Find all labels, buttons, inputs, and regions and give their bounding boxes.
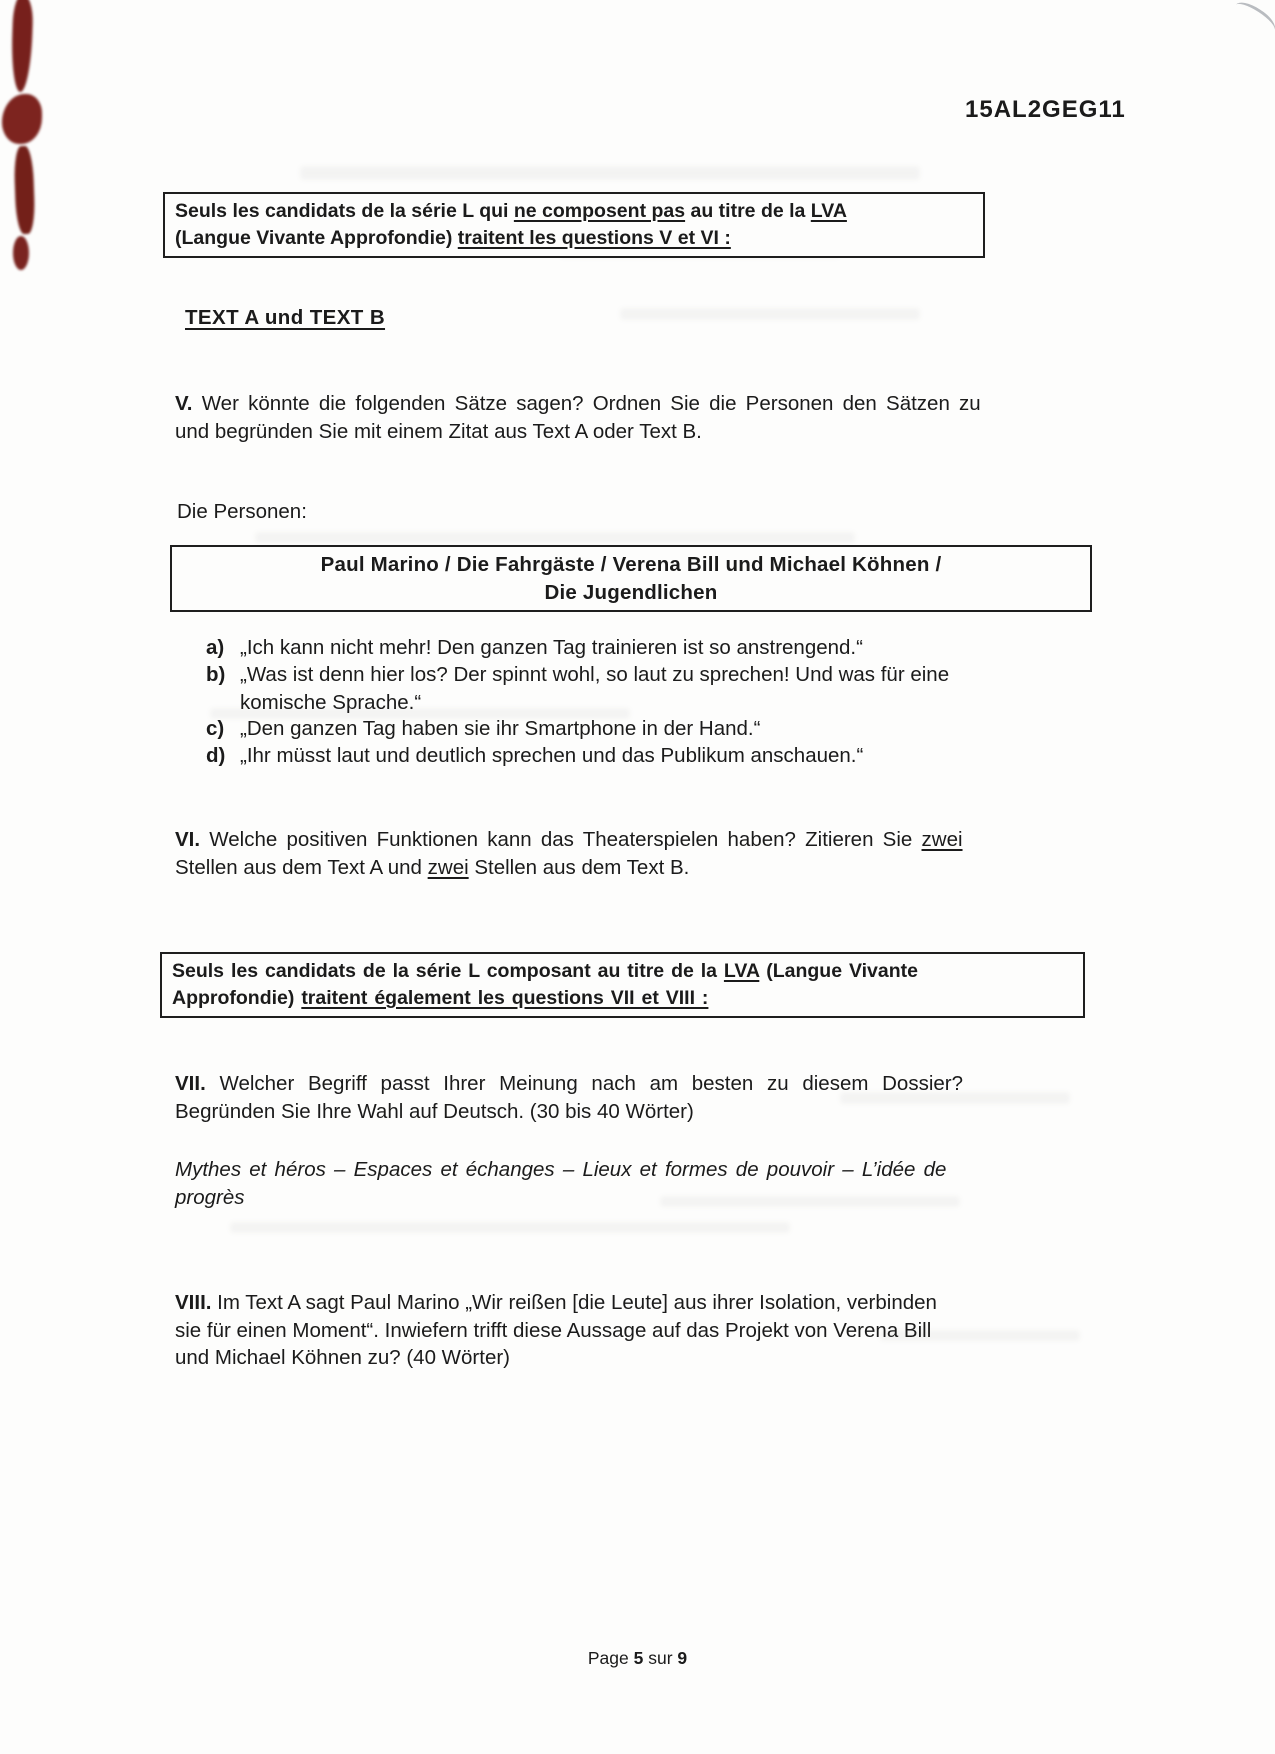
notice1-line1-pre: Seuls les candidats de la série L qui (175, 200, 514, 222)
notice-line-2 (175, 225, 973, 252)
notice2-line1-pre: Seuls les candidats de la série L composant au titre de la (172, 960, 724, 982)
page-footer (0, 1648, 1275, 1669)
footer-page-number: 5 (633, 1648, 644, 1668)
notice1-line1-underlined-lva: LVA (810, 200, 847, 222)
question-v-number: V. (175, 392, 193, 415)
question-vi-line1 (175, 828, 963, 851)
personen-box-line1: Paul Marino / Die Fahrgäste / Verena Bill und Michael Köhnen / (320, 553, 942, 576)
question-vi-number: VI. (175, 828, 201, 851)
notice1-line2-underlined: traitent les questions V et VI : (457, 227, 731, 249)
notice2-line-2 (172, 985, 1073, 1012)
question-viii (175, 1289, 1077, 1372)
question-vi-line2-pre: Stellen aus dem Text A und (175, 855, 428, 879)
question-vii (175, 1070, 1077, 1125)
red-scan-mark (13, 236, 29, 270)
notice2-line1-post: (Langue Vivante (759, 960, 918, 982)
statement-b-line2: komische Sprache.“ (240, 690, 422, 714)
red-scan-mark (13, 146, 35, 235)
statement-c-text: „Den ganzen Tag haben sie ihr Smartphone in der Hand.“ (240, 717, 761, 740)
notice1-line1-mid: au titre de la (685, 200, 811, 222)
statement-b-line1: „Was ist denn hier los? Der spinnt wohl, so laut zu sprechen! Und was für eine (240, 663, 950, 686)
notice-line-1 (175, 198, 973, 225)
question-vi-pre: Welche positiven Funktionen kann das Theaterspielen haben? Zitieren Sie (209, 828, 922, 851)
footer-total-pages: 9 (677, 1648, 688, 1668)
question-vi-post: Stellen aus dem Text B. (468, 855, 690, 879)
statement-d (206, 742, 1091, 770)
footer-separator: sur (648, 1648, 673, 1668)
section-heading-text-a-b: TEXT A und TEXT B (185, 306, 386, 329)
die-personen-label: Die Personen: (177, 500, 307, 523)
question-viii-line1-text: Im Text A sagt Paul Marino „Wir reißen [die Leute] aus ihrer Isolation, verbinden (217, 1291, 937, 1314)
themes-line2: progrès (175, 1185, 245, 1209)
question-vii-line1-text: Welcher Begriff passt Ihrer Meinung nach am besten zu diesem Dossier? (219, 1072, 964, 1095)
notice1-line1-underlined-ne-composent-pas: ne composent pas (513, 200, 686, 222)
notice2-line2-pre: Approfondie) (172, 987, 302, 1009)
statement-d-letter: d) (206, 744, 226, 767)
notice2-line-1 (172, 958, 1073, 985)
red-scan-mark (10, 0, 33, 92)
statement-a-letter: a) (206, 636, 225, 659)
page-corner-curl-mark (1231, 0, 1275, 38)
statement-b-text (240, 661, 1091, 716)
question-v-line1 (175, 392, 981, 415)
question-v-line2-text: und begründen Sie mit einem Zitat aus Text A oder Text B. (175, 419, 702, 443)
statement-a (206, 634, 1091, 662)
red-scan-mark (2, 94, 42, 144)
scan-ghosting (255, 532, 855, 543)
question-vi (175, 826, 1077, 881)
themes-line1: Mythes et héros – Espaces et échanges – Lieux et formes de pouvoir – L’idée de (175, 1158, 947, 1181)
scan-ghosting (300, 166, 920, 180)
question-viii-line3-text: und Michael Köhnen zu? (40 Wörter) (175, 1346, 511, 1369)
question-viii-number: VIII. (175, 1291, 212, 1314)
question-vi-underlined-zwei-2: zwei (427, 855, 469, 879)
personen-box (170, 545, 1092, 612)
question-v-line1-text: Wer könnte die folgenden Sätze sagen? Ordnen Sie die Personen den Sätzen zu (201, 392, 981, 415)
question-vii-line2-text: Begründen Sie Ihre Wahl auf Deutsch. (30 bis 40 Wörter) (175, 1099, 694, 1123)
document-code: 15AL2GEG11 (965, 96, 1126, 123)
footer-page-label: Page (587, 1648, 629, 1668)
notice1-line2-pre: (Langue Vivante Approfondie) (175, 227, 458, 249)
personen-box-line2: Die Jugendlichen (544, 580, 718, 604)
question-vii-line1 (175, 1072, 963, 1095)
scan-ghosting (230, 1222, 790, 1233)
scan-ghosting (620, 308, 920, 320)
notice-box-non-lva (163, 192, 985, 258)
statement-b (206, 661, 1091, 716)
notice2-line1-underlined-lva: LVA (723, 960, 760, 982)
statement-c-letter: c) (206, 717, 225, 740)
question-v (175, 390, 1077, 445)
statement-a-text: „Ich kann nicht mehr! Den ganzen Tag trainieren ist so anstrengend.“ (240, 636, 863, 659)
question-vi-underlined-zwei-1: zwei (921, 828, 963, 851)
question-viii-line2-text: sie für einen Moment“. Inwiefern trifft diese Aussage auf das Projekt von Verena Bill (175, 1318, 932, 1342)
themes-line (175, 1156, 1077, 1211)
notice2-line2-underlined: traitent également les questions VII et VIII : (301, 987, 709, 1009)
statement-d-text: „Ihr müsst laut und deutlich sprechen und das Publikum anschauen.“ (240, 744, 864, 767)
statement-b-letter: b) (206, 663, 226, 686)
question-vii-number: VII. (175, 1072, 206, 1095)
notice-box-lva (160, 952, 1085, 1018)
question-viii-line1 (175, 1291, 937, 1314)
statement-c (206, 715, 1091, 743)
